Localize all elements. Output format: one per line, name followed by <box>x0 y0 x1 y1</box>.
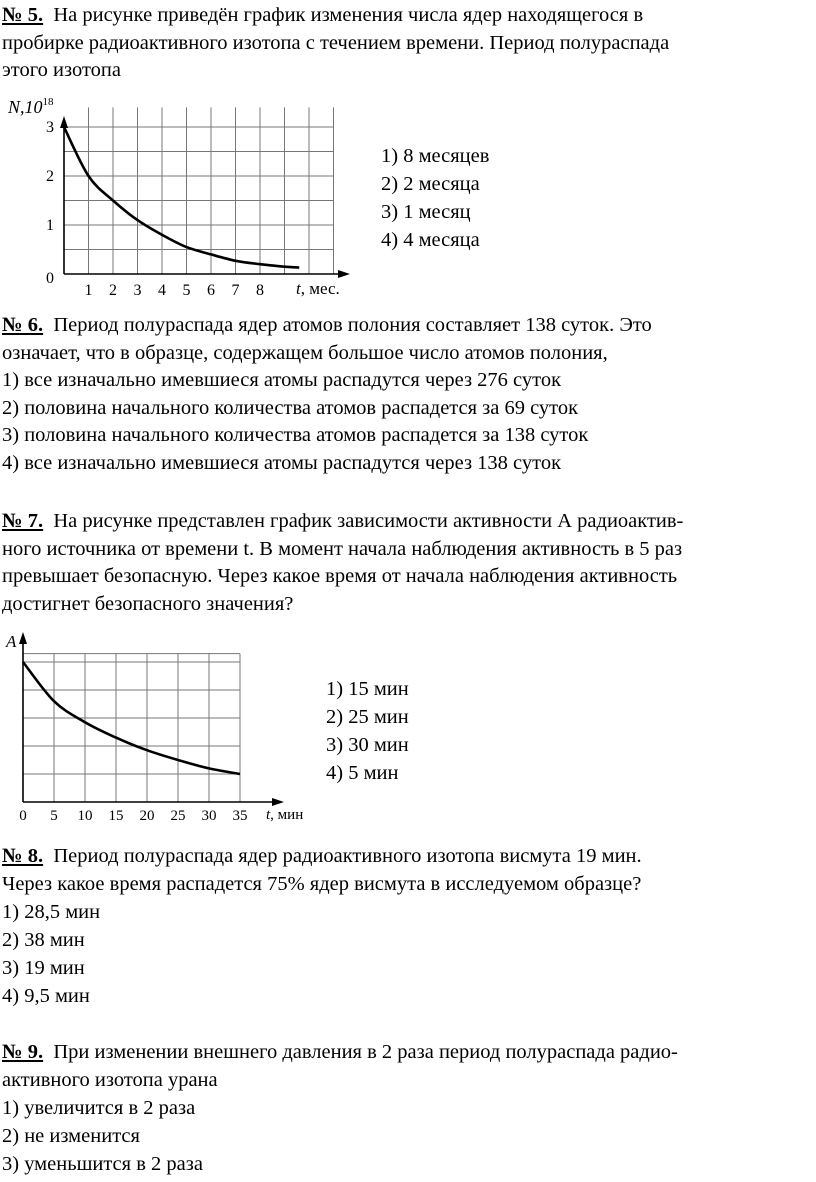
q7-grid <box>23 654 240 802</box>
q7-xlabel: t, мин <box>266 807 304 823</box>
q5-option-4: 4) 4 месяца <box>381 229 480 251</box>
q5-line-3: этого изотопа <box>2 59 121 81</box>
q5-option-3: 3) 1 месяц <box>381 201 471 223</box>
q7-x-tick-label: 0 <box>19 808 27 824</box>
q7-line-3: превышает безопасную. Через какое время от начала наблюдения активность <box>2 565 678 587</box>
q7-y-arrow <box>19 632 27 644</box>
q6-text-1: Период полураспада ядер атомов полония составляет 138 суток. Это <box>53 314 652 336</box>
q7-x-tick-label: 30 <box>201 808 217 824</box>
q6-line-6: 4) все изначально имевшиеся атомы распадутся через 138 суток <box>2 452 562 474</box>
q5-x-tick-label: 7 <box>231 282 240 299</box>
q8-line-4: 2) 38 мин <box>2 929 85 951</box>
q5-grid <box>64 107 334 274</box>
q5-x-tick-label: 3 <box>133 282 142 299</box>
q7-x-tick-label: 35 <box>232 808 248 824</box>
q7-chart <box>0 628 330 828</box>
q7-x-arrow <box>272 798 284 806</box>
q5-y-arrow <box>60 116 68 128</box>
q8-line-3: 1) 28,5 мин <box>2 901 101 923</box>
q7-x-tick-label: 10 <box>77 808 93 824</box>
q6-line-2: означает, что в образце, содержащем большое число атомов полония, <box>2 342 608 364</box>
q5-x-tick-label: 8 <box>256 282 264 299</box>
q5-number: № 5. <box>2 4 44 26</box>
q9-line-1 <box>2 1039 678 1067</box>
q8-text-1: Период полураспада ядер радиоактивного изотопа висмута 19 мин. <box>53 845 642 867</box>
q9-line-5: 3) уменьшится в 2 раза <box>2 1153 203 1175</box>
q7-x-tick-label: 5 <box>50 808 58 824</box>
q7-x-tick-label: 20 <box>139 808 155 824</box>
q7-axes <box>19 632 284 806</box>
q5-xlabel: t, мес. <box>296 279 340 298</box>
q8-number: № 8. <box>2 845 44 867</box>
q7-option-2: 2) 25 мин <box>326 706 409 728</box>
q7-text-1: На рисунке представлен график зависимости активности А радиоактив- <box>53 510 684 532</box>
q8-line-1 <box>2 843 642 871</box>
q6-line-4: 2) половина начального количества атомов распадется за 69 суток <box>2 397 579 419</box>
q5-x-tick-label: 5 <box>182 282 191 299</box>
q5-x-tick-label: 1 <box>84 282 93 299</box>
q5-x-tick-label: 2 <box>109 282 117 299</box>
q5-text-1: На рисунке приведён график изменения числа ядер находящегося в <box>53 4 644 26</box>
q5-option-2: 2) 2 месяца <box>381 173 480 195</box>
q5-line-2: пробирке радиоактивного изотопа с течением времени. Период полураспада <box>2 32 670 54</box>
q7-option-4: 4) 5 мин <box>326 762 399 784</box>
q9-text-1: При изменении внешнего давления в 2 раза период полураспада радио- <box>53 1041 678 1063</box>
q6-line-5: 3) половина начального количества атомов распадется за 138 суток <box>2 424 589 446</box>
q6-line-3: 1) все изначально имевшиеся атомы распадутся через 276 суток <box>2 369 562 391</box>
q5-y-tick-label: 3 <box>46 119 54 136</box>
q5-option-1: 1) 8 месяцев <box>381 145 490 167</box>
q5-tick-labels <box>46 119 264 299</box>
q5-x-arrow <box>338 270 350 278</box>
q5-x-tick-label: 6 <box>207 282 215 299</box>
q5-ylabel: $N,10^{18}$ <box>8 96 54 117</box>
q9-line-4: 2) не изменится <box>2 1125 140 1147</box>
q5-y-tick-label: 2 <box>46 168 54 185</box>
q5-y-tick-label: 1 <box>46 217 54 234</box>
q7-x-tick-label: 25 <box>170 808 186 824</box>
q8-line-2: Через какое время распадется 75% ядер висмута в исследуемом образце? <box>2 873 642 895</box>
q5-origin-label: 0 <box>46 270 54 287</box>
q8-line-5: 3) 19 мин <box>2 957 85 979</box>
q7-line-1 <box>2 508 683 536</box>
q8-line-6: 4) 9,5 мин <box>2 985 90 1007</box>
q6-number: № 6. <box>2 314 44 336</box>
q9-line-2: активного изотопа урана <box>2 1069 218 1091</box>
q9-line-3: 1) увеличится в 2 раза <box>2 1097 196 1119</box>
q7-ylabel: A <box>6 632 17 651</box>
q7-line-2: ного источника от времени t. В момент начала наблюдения активность в 5 раз <box>2 538 683 560</box>
q7-x-tick-label: 15 <box>108 808 124 824</box>
q6-line-1 <box>2 312 652 340</box>
q9-number: № 9. <box>2 1041 44 1063</box>
q5-decay-curve <box>64 127 299 268</box>
q7-option-3: 3) 30 мин <box>326 734 409 756</box>
q7-tick-labels <box>19 808 247 824</box>
q5-x-tick-label: 4 <box>158 282 166 299</box>
q5-line-1 <box>2 2 643 30</box>
q7-number: № 7. <box>2 510 44 532</box>
q7-option-1: 1) 15 мин <box>326 678 409 700</box>
q5-chart <box>0 86 370 306</box>
q7-line-4: достигнет безопасного значения? <box>2 593 294 615</box>
